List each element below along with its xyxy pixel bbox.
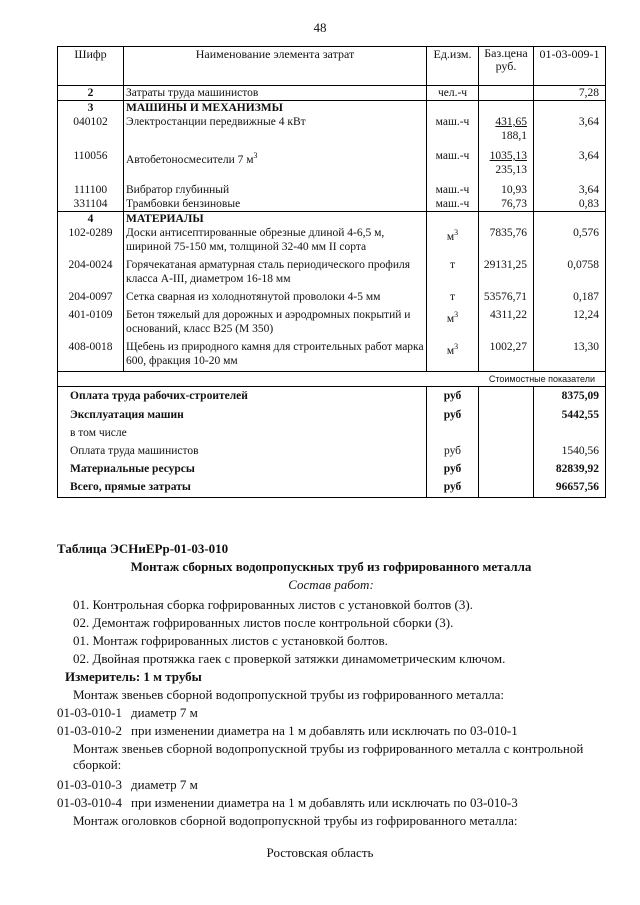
table-header-row — [58, 47, 606, 86]
table-row — [58, 286, 606, 304]
total-value: 5442,55 — [534, 403, 606, 422]
row-unit-sup: 3 — [454, 342, 459, 351]
table-row — [58, 115, 606, 143]
total-name: Материальные ресурсы — [58, 458, 427, 476]
header-base-price-l2: руб. — [495, 59, 517, 73]
meter: Измеритель: 1 м трубы — [65, 669, 202, 684]
header-base-price-l1: Баз.цена — [484, 46, 528, 60]
row-price: 76,73 — [479, 197, 534, 212]
row-norm: 13,30 — [534, 336, 606, 372]
total-unit: руб — [427, 440, 479, 458]
row-code: 401-0109 — [58, 304, 124, 336]
row-code: 331104 — [58, 197, 124, 212]
row-price: 1002,27 — [479, 336, 534, 372]
total-name: Всего, прямые затраты — [58, 476, 427, 498]
row-name: Трамбовки бензиновые — [124, 197, 427, 212]
row-price — [479, 115, 534, 143]
table-row — [58, 177, 606, 197]
row-name: Сетка сварная из холоднотянутой проволоки 4-5 мм — [124, 286, 427, 304]
row-name-text: Автобетоносмесители 7 м — [126, 153, 254, 166]
table-row — [58, 336, 606, 372]
total-row — [58, 403, 606, 422]
code-item — [57, 705, 605, 721]
row-code: 408-0018 — [58, 336, 124, 372]
row-price-main: 431,65 — [495, 116, 527, 128]
row-price — [479, 86, 534, 101]
work-item: 02. Двойная протяжка гаек с проверкой затяжки динамометрическим ключом. — [73, 651, 506, 666]
table-row — [58, 101, 606, 116]
description: Монтаж звеньев сборной водопропускной трубы из гофрированного металла с контрольной сборкой: — [73, 741, 584, 772]
row-unit — [427, 304, 479, 336]
total-value: 8375,09 — [534, 387, 606, 404]
row-norm: 0,83 — [534, 197, 606, 212]
row-name: Затраты труда машинистов — [124, 86, 427, 101]
cost-table — [57, 46, 606, 498]
row-unit: т — [427, 254, 479, 286]
row-name-sup: 3 — [253, 151, 258, 160]
code-item — [57, 723, 605, 739]
total-unit: руб — [427, 458, 479, 476]
code-item-code: 01-03-010-2 — [57, 723, 122, 738]
row-name: Щебень из природного камня для строительных работ марка 600, фракция 10-20 мм — [124, 336, 427, 372]
code-item-text: при изменении диаметра на 1 м добавлять или исключать по 03-010-1 — [131, 723, 518, 738]
row-price: 29131,25 — [479, 254, 534, 286]
row-norm: 0,576 — [534, 226, 606, 254]
total-row — [58, 476, 606, 498]
row-code: 3 — [58, 101, 124, 116]
row-unit: маш.-ч — [427, 143, 479, 177]
row-name: МАТЕРИАЛЫ — [124, 212, 427, 227]
row-norm: 12,24 — [534, 304, 606, 336]
work-item: 01. Контрольная сборка гофрированных листов с установкой болтов (3). — [73, 597, 473, 612]
footer-region: Ростовская область — [266, 845, 374, 860]
description: Монтаж оголовков сборной водопропускной трубы из гофрированного металла: — [73, 813, 518, 828]
code-item-text: при изменении диаметра на 1 м добавлять или исключать по 03-010-3 — [131, 795, 518, 810]
total-value: 82839,92 — [534, 458, 606, 476]
row-name: Бетон тяжелый для дорожных и аэродромных покрытий и оснований, класс В25 (М 350) — [124, 304, 427, 336]
total-value: 1540,56 — [534, 440, 606, 458]
row-price: 10,93 — [479, 177, 534, 197]
table-row — [58, 197, 606, 212]
code-item-text: диаметр 7 м — [131, 777, 198, 792]
row-code: 040102 — [58, 115, 124, 143]
table-row — [58, 86, 606, 101]
table-row — [58, 254, 606, 286]
table-row — [58, 212, 606, 227]
total-name: в том числе — [58, 422, 427, 440]
row-code: 111100 — [58, 177, 124, 197]
total-unit: руб — [427, 403, 479, 422]
header-unit: Ед.изм. — [427, 47, 479, 86]
row-unit: т — [427, 286, 479, 304]
code-item-code: 01-03-010-1 — [57, 705, 122, 720]
row-unit — [427, 226, 479, 254]
row-price: 7835,76 — [479, 226, 534, 254]
code-item — [57, 795, 605, 811]
row-name: Доски антисептированные обрезные длиной 4-6,5 м, шириной 75-150 мм, толщиной 32-40 мм II сорта — [124, 226, 427, 254]
table-row — [58, 304, 606, 336]
work-item: 02. Демонтаж гофрированных листов после контрольной сборки (3). — [73, 615, 454, 630]
row-norm: 3,64 — [534, 115, 606, 143]
code-item — [57, 777, 605, 793]
row-price-secondary: 188,1 — [501, 130, 527, 142]
row-price — [479, 143, 534, 177]
row-name — [124, 143, 427, 177]
row-norm: 3,64 — [534, 177, 606, 197]
row-norm: 0,0758 — [534, 254, 606, 286]
row-unit: маш.-ч — [427, 177, 479, 197]
row-unit-text: м — [446, 312, 455, 325]
header-base-price — [479, 47, 534, 86]
code-item-code: 01-03-010-3 — [57, 777, 122, 792]
row-name: Горячекатаная арматурная сталь периодического профиля класса А-III, диаметром 16-18 мм — [124, 254, 427, 286]
total-unit: руб — [427, 476, 479, 498]
row-code: 110056 — [58, 143, 124, 177]
table-row — [58, 143, 606, 177]
row-unit — [427, 336, 479, 372]
row-name: Вибратор глубинный — [124, 177, 427, 197]
code-item-code: 01-03-010-4 — [57, 795, 122, 810]
row-name: МАШИНЫ И МЕХАНИЗМЫ — [124, 101, 427, 116]
total-row — [58, 422, 606, 440]
total-name: Оплата труда рабочих-строителей — [58, 387, 427, 404]
header-norm: 01-03-009-1 — [534, 47, 606, 86]
table-title: Таблица ЭСНиЕРр-01-03-010 — [57, 541, 229, 556]
row-norm: 0,187 — [534, 286, 606, 304]
header-name: Наименование элемента затрат — [124, 47, 427, 86]
row-unit: маш.-ч — [427, 115, 479, 143]
row-code: 4 — [58, 212, 124, 227]
total-unit: руб — [427, 387, 479, 404]
row-price-secondary: 235,13 — [495, 164, 527, 176]
row-unit: маш.-ч — [427, 197, 479, 212]
code-item-text: диаметр 7 м — [131, 705, 198, 720]
total-row — [58, 387, 606, 404]
row-code: 102-0289 — [58, 226, 124, 254]
row-price: 4311,22 — [479, 304, 534, 336]
row-code: 2 — [58, 86, 124, 101]
work-item: 01. Монтаж гофрированных листов с установкой болтов. — [73, 633, 388, 648]
row-price-main: 1035,13 — [489, 150, 527, 162]
section-subtitle: Монтаж сборных водопропускных труб из гофрированного металла — [130, 559, 532, 574]
row-price: 53576,71 — [479, 286, 534, 304]
total-name: Оплата труда машинистов — [58, 440, 427, 458]
row-norm: 3,64 — [534, 143, 606, 177]
cost-indicators-row — [58, 372, 606, 387]
row-unit-sup: 3 — [454, 228, 459, 237]
row-unit-sup: 3 — [454, 310, 459, 319]
table-row — [58, 226, 606, 254]
row-unit: чел.-ч — [427, 86, 479, 101]
composition-title: Состав работ: — [288, 577, 374, 592]
row-code: 204-0024 — [58, 254, 124, 286]
total-name: Эксплуатация машин — [58, 403, 427, 422]
row-name: Электростанции передвижные 4 кВт — [124, 115, 427, 143]
total-row — [58, 458, 606, 476]
total-value: 96657,56 — [534, 476, 606, 498]
header-code: Шифр — [58, 47, 124, 86]
cost-indicators-label: Стоимостные показатели — [58, 372, 606, 387]
row-unit-text: м — [446, 230, 455, 243]
description: Монтаж звеньев сборной водопропускной трубы из гофрированного металла: — [73, 687, 505, 702]
row-norm: 7,28 — [534, 86, 606, 101]
page-number: 48 — [313, 20, 327, 35]
row-code: 204-0097 — [58, 286, 124, 304]
total-row — [58, 440, 606, 458]
row-unit-text: м — [446, 344, 455, 357]
